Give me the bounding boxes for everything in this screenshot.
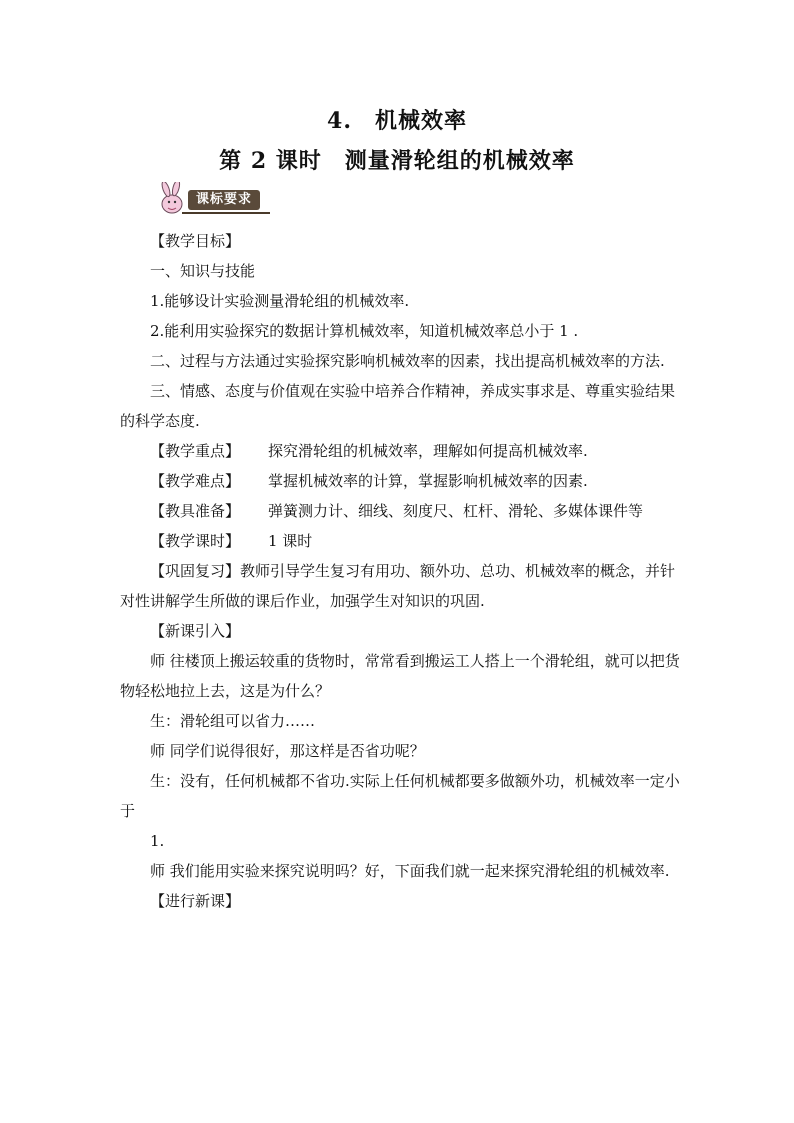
new-lesson-heading: 【进行新课】 — [150, 892, 241, 910]
goals-heading: 【教学目标】 — [150, 232, 241, 250]
goal-item-2: 2.能利用实验探究的数据计算机械效率，知道机械效率总小于 1 . — [150, 322, 579, 340]
difficulty-value: 掌握机械效率的计算，掌握影响机械效率的因素. — [268, 472, 588, 490]
dialogue-2: 生：滑轮组可以省力…… — [150, 712, 316, 730]
review-paragraph: 【巩固复习】教师引导学生复习有用功、额外功、总功、机械效率的概念，并针对性讲解学生所做的课后作业，加强学生对知识的巩固. — [120, 562, 676, 610]
hours-label: 【教学课时】 — [150, 532, 241, 550]
key-point-value: 探究滑轮组的机械效率，理解如何提高机械效率. — [268, 442, 588, 460]
badge-underline — [182, 212, 270, 214]
difficulty-row — [120, 466, 680, 496]
section-attitude: 三、情感、态度与价值观在实验中培养合作精神，养成实事求是、尊重实验结果的科学态度. — [120, 382, 676, 430]
dialogue-1: 师 往楼顶上搬运较重的货物时，常常看到搬运工人搭上一个滑轮组，就可以把货物轻松地拉上去，这是为什么？ — [120, 652, 680, 700]
dialogue-4: 生：没有，任何机械都不省功.实际上任何机械都要多做额外功，机械效率一定小于 — [120, 772, 680, 820]
intro-heading: 【新课引入】 — [150, 622, 241, 640]
section-badge: 课标要求 — [188, 190, 260, 210]
lesson-title: 4. 机械效率 — [327, 108, 467, 134]
document-body — [120, 226, 680, 916]
tools-value: 弹簧测力计、细线、刻度尺、杠杆、滑轮、多媒体课件等 — [268, 502, 644, 520]
section-knowledge: 一、知识与技能 — [150, 262, 256, 280]
difficulty-label: 【教学难点】 — [150, 472, 241, 490]
dialogue-3: 师 同学们说得很好，那这样是否省功呢？ — [150, 742, 425, 760]
dialogue-5: 师 我们能用实验来探究说明吗？好，下面我们就一起来探究滑轮组的机械效率. — [150, 862, 670, 880]
tools-label: 【教具准备】 — [150, 502, 241, 520]
hours-value: 1 课时 — [268, 532, 313, 550]
lesson-subtitle: 第 2 课时 测量滑轮组的机械效率 — [219, 148, 575, 174]
key-point-label: 【教学重点】 — [150, 442, 241, 460]
hours-row — [120, 526, 680, 556]
key-point-row — [120, 436, 680, 466]
section-process: 二、过程与方法通过实验探究影响机械效率的因素，找出提高机械效率的方法. — [150, 352, 665, 370]
dialogue-4-continued: 1. — [150, 832, 165, 850]
tools-row — [120, 496, 680, 526]
goal-item-1: 1.能够设计实验测量滑轮组的机械效率. — [150, 292, 410, 310]
